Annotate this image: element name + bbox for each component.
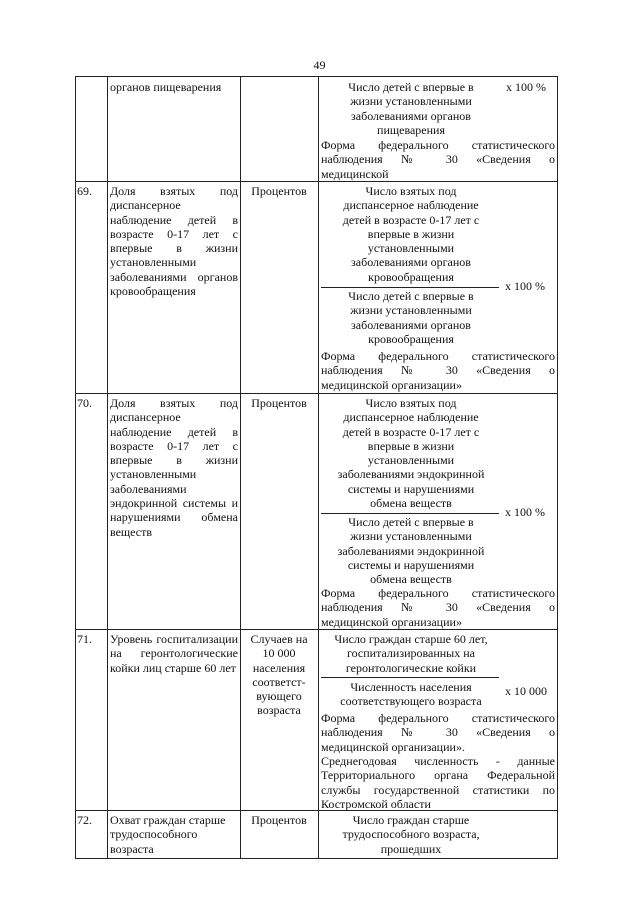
source-line: медицинской организации». bbox=[321, 739, 465, 754]
formula-line: установленными bbox=[367, 241, 455, 256]
source-line: наблюдения № 30 «Сведения о bbox=[321, 152, 555, 167]
data-source bbox=[321, 586, 555, 629]
fraction-line bbox=[321, 513, 499, 514]
formula-numerator bbox=[321, 80, 501, 137]
formula-line: заболеваниями эндокринной bbox=[337, 467, 485, 482]
formula-denominator bbox=[321, 289, 501, 346]
formula-line: прошедших bbox=[380, 841, 442, 856]
formula-line: геронтологические койки bbox=[345, 660, 477, 675]
formula-line: заболеваниями эндокринной bbox=[337, 543, 485, 558]
formula-line: обмена веществ bbox=[370, 496, 452, 511]
formula-line: заболеваниями органов bbox=[351, 317, 471, 332]
formula-line: Численность населения bbox=[350, 680, 472, 694]
formula-line: госпитализированных на bbox=[347, 646, 475, 661]
formula-line: обмена веществ bbox=[370, 572, 452, 587]
formula-line: системы и нарушениями bbox=[347, 557, 475, 572]
formula-numerator bbox=[321, 396, 501, 510]
indicator-name: Уровень госпитализации на геронтологические койки лиц старше 60 лет bbox=[110, 632, 238, 675]
row-divider bbox=[75, 629, 557, 630]
formula-line: впервые в жизни bbox=[367, 438, 455, 453]
source-line: наблюдения № 30 «Сведения о bbox=[321, 600, 555, 615]
formula-line: диспансерное наблюдение bbox=[343, 198, 479, 213]
source-line: Костромской области bbox=[321, 796, 431, 811]
source-line: медицинской организации» bbox=[321, 614, 462, 629]
formula-numerator bbox=[321, 184, 501, 284]
formula-multiplier: х 100 % bbox=[505, 279, 545, 293]
unit-of-measure: Процентов bbox=[251, 184, 307, 198]
source-line: Форма федерального статистического bbox=[321, 711, 555, 725]
formula-multiplier: х 10 000 bbox=[505, 684, 547, 698]
formula-line: пищеварения bbox=[377, 122, 445, 137]
source-line: наблюдения № 30 «Сведения о bbox=[321, 363, 555, 378]
column-border bbox=[557, 76, 558, 859]
row-number: 69. bbox=[77, 184, 92, 198]
formula-denominator bbox=[321, 515, 501, 586]
indicator-name: Доля взятых под диспансерное наблюдение детей в возрасте 0-17 лет с впервые в жизни установленными заболеваниями эндокринной системы и нарушениями обмена веществ bbox=[110, 396, 238, 539]
fraction-line bbox=[321, 287, 499, 288]
formula-line: Число детей с впервые в bbox=[348, 515, 474, 529]
source-line: наблюдения № 30 «Сведения о bbox=[321, 725, 555, 740]
formula-line: диспансерное наблюдение bbox=[343, 410, 479, 425]
formula-line: впервые в жизни bbox=[367, 226, 455, 241]
data-source bbox=[321, 711, 555, 754]
column-border bbox=[240, 76, 241, 859]
formula-numerator bbox=[321, 813, 501, 856]
formula-line: установленными bbox=[367, 453, 455, 468]
formula-numerator bbox=[321, 632, 501, 675]
row-number: 70. bbox=[77, 396, 92, 410]
formula-line: Число граждан старше bbox=[352, 813, 470, 827]
source-line: Форма федерального статистического bbox=[321, 349, 555, 363]
table-top-border bbox=[75, 76, 557, 77]
unit-of-measure: Процентов bbox=[251, 813, 307, 827]
indicator-name: органов пищеварения bbox=[110, 80, 222, 94]
formula-denominator bbox=[321, 680, 501, 709]
source-line: медицинской организации» bbox=[321, 377, 462, 392]
source-line: медицинской bbox=[321, 166, 389, 181]
source-line: службы государственной статистики по bbox=[321, 782, 555, 797]
formula-line: детей в возрасте 0-17 лет с bbox=[342, 212, 480, 227]
column-border bbox=[318, 76, 319, 859]
unit-of-measure: Процентов bbox=[251, 396, 307, 410]
formula-line: системы и нарушениями bbox=[347, 481, 475, 496]
fraction-line bbox=[321, 677, 499, 678]
row-divider bbox=[75, 393, 557, 394]
formula-line: кровообращения bbox=[368, 269, 454, 284]
page-number: 49 bbox=[313, 58, 326, 72]
formula-line: кровообращения bbox=[368, 331, 454, 346]
formula-line: соответствующего возраста bbox=[340, 694, 482, 709]
indicator-name: Доля взятых под диспансерное наблюдение детей в возрасте 0-17 лет с впервые в жизни установленными заболеваниями органов кровообращения bbox=[110, 184, 238, 299]
column-border bbox=[107, 76, 108, 859]
formula-multiplier: х 100 % bbox=[506, 80, 546, 94]
source-line: Форма федерального статистического bbox=[321, 586, 555, 600]
formula-multiplier: х 100 % bbox=[505, 505, 545, 519]
formula-line: Число взятых под bbox=[365, 396, 457, 410]
data-source bbox=[321, 349, 555, 392]
formula-line: Число детей с впервые в bbox=[348, 80, 474, 94]
column-border bbox=[75, 76, 76, 859]
formula-line: Число взятых под bbox=[365, 184, 457, 198]
formula-line: трудоспособного возраста, bbox=[342, 827, 480, 842]
data-source bbox=[321, 138, 555, 181]
row-divider bbox=[75, 181, 557, 182]
row-number: 71. bbox=[77, 632, 92, 646]
source-line: Территориального органа Федеральной bbox=[321, 768, 555, 783]
formula-line: жизни установленными bbox=[350, 94, 472, 109]
formula-line: Число граждан старше 60 лет, bbox=[334, 632, 488, 646]
source-line: Форма федерального статистического bbox=[321, 138, 555, 152]
formula-line: жизни установленными bbox=[350, 303, 472, 318]
formula-line: Число детей с впервые в bbox=[348, 289, 474, 303]
population-source bbox=[321, 754, 555, 811]
unit-of-measure: Случаев на 10 000 населения соответст-вующего возраста bbox=[250, 632, 308, 718]
formula-line: заболеваниями органов bbox=[351, 255, 471, 270]
formula-line: детей в возрасте 0-17 лет с bbox=[342, 424, 480, 439]
indicator-name: Охват граждан старше трудоспособного возраста bbox=[110, 813, 226, 856]
row-number: 72. bbox=[77, 813, 92, 827]
formula-line: жизни установленными bbox=[350, 529, 472, 544]
table-bottom-border bbox=[75, 858, 557, 859]
source-line: Среднегодовая численность - данные bbox=[321, 754, 555, 768]
formula-line: заболеваниями органов bbox=[351, 108, 471, 123]
